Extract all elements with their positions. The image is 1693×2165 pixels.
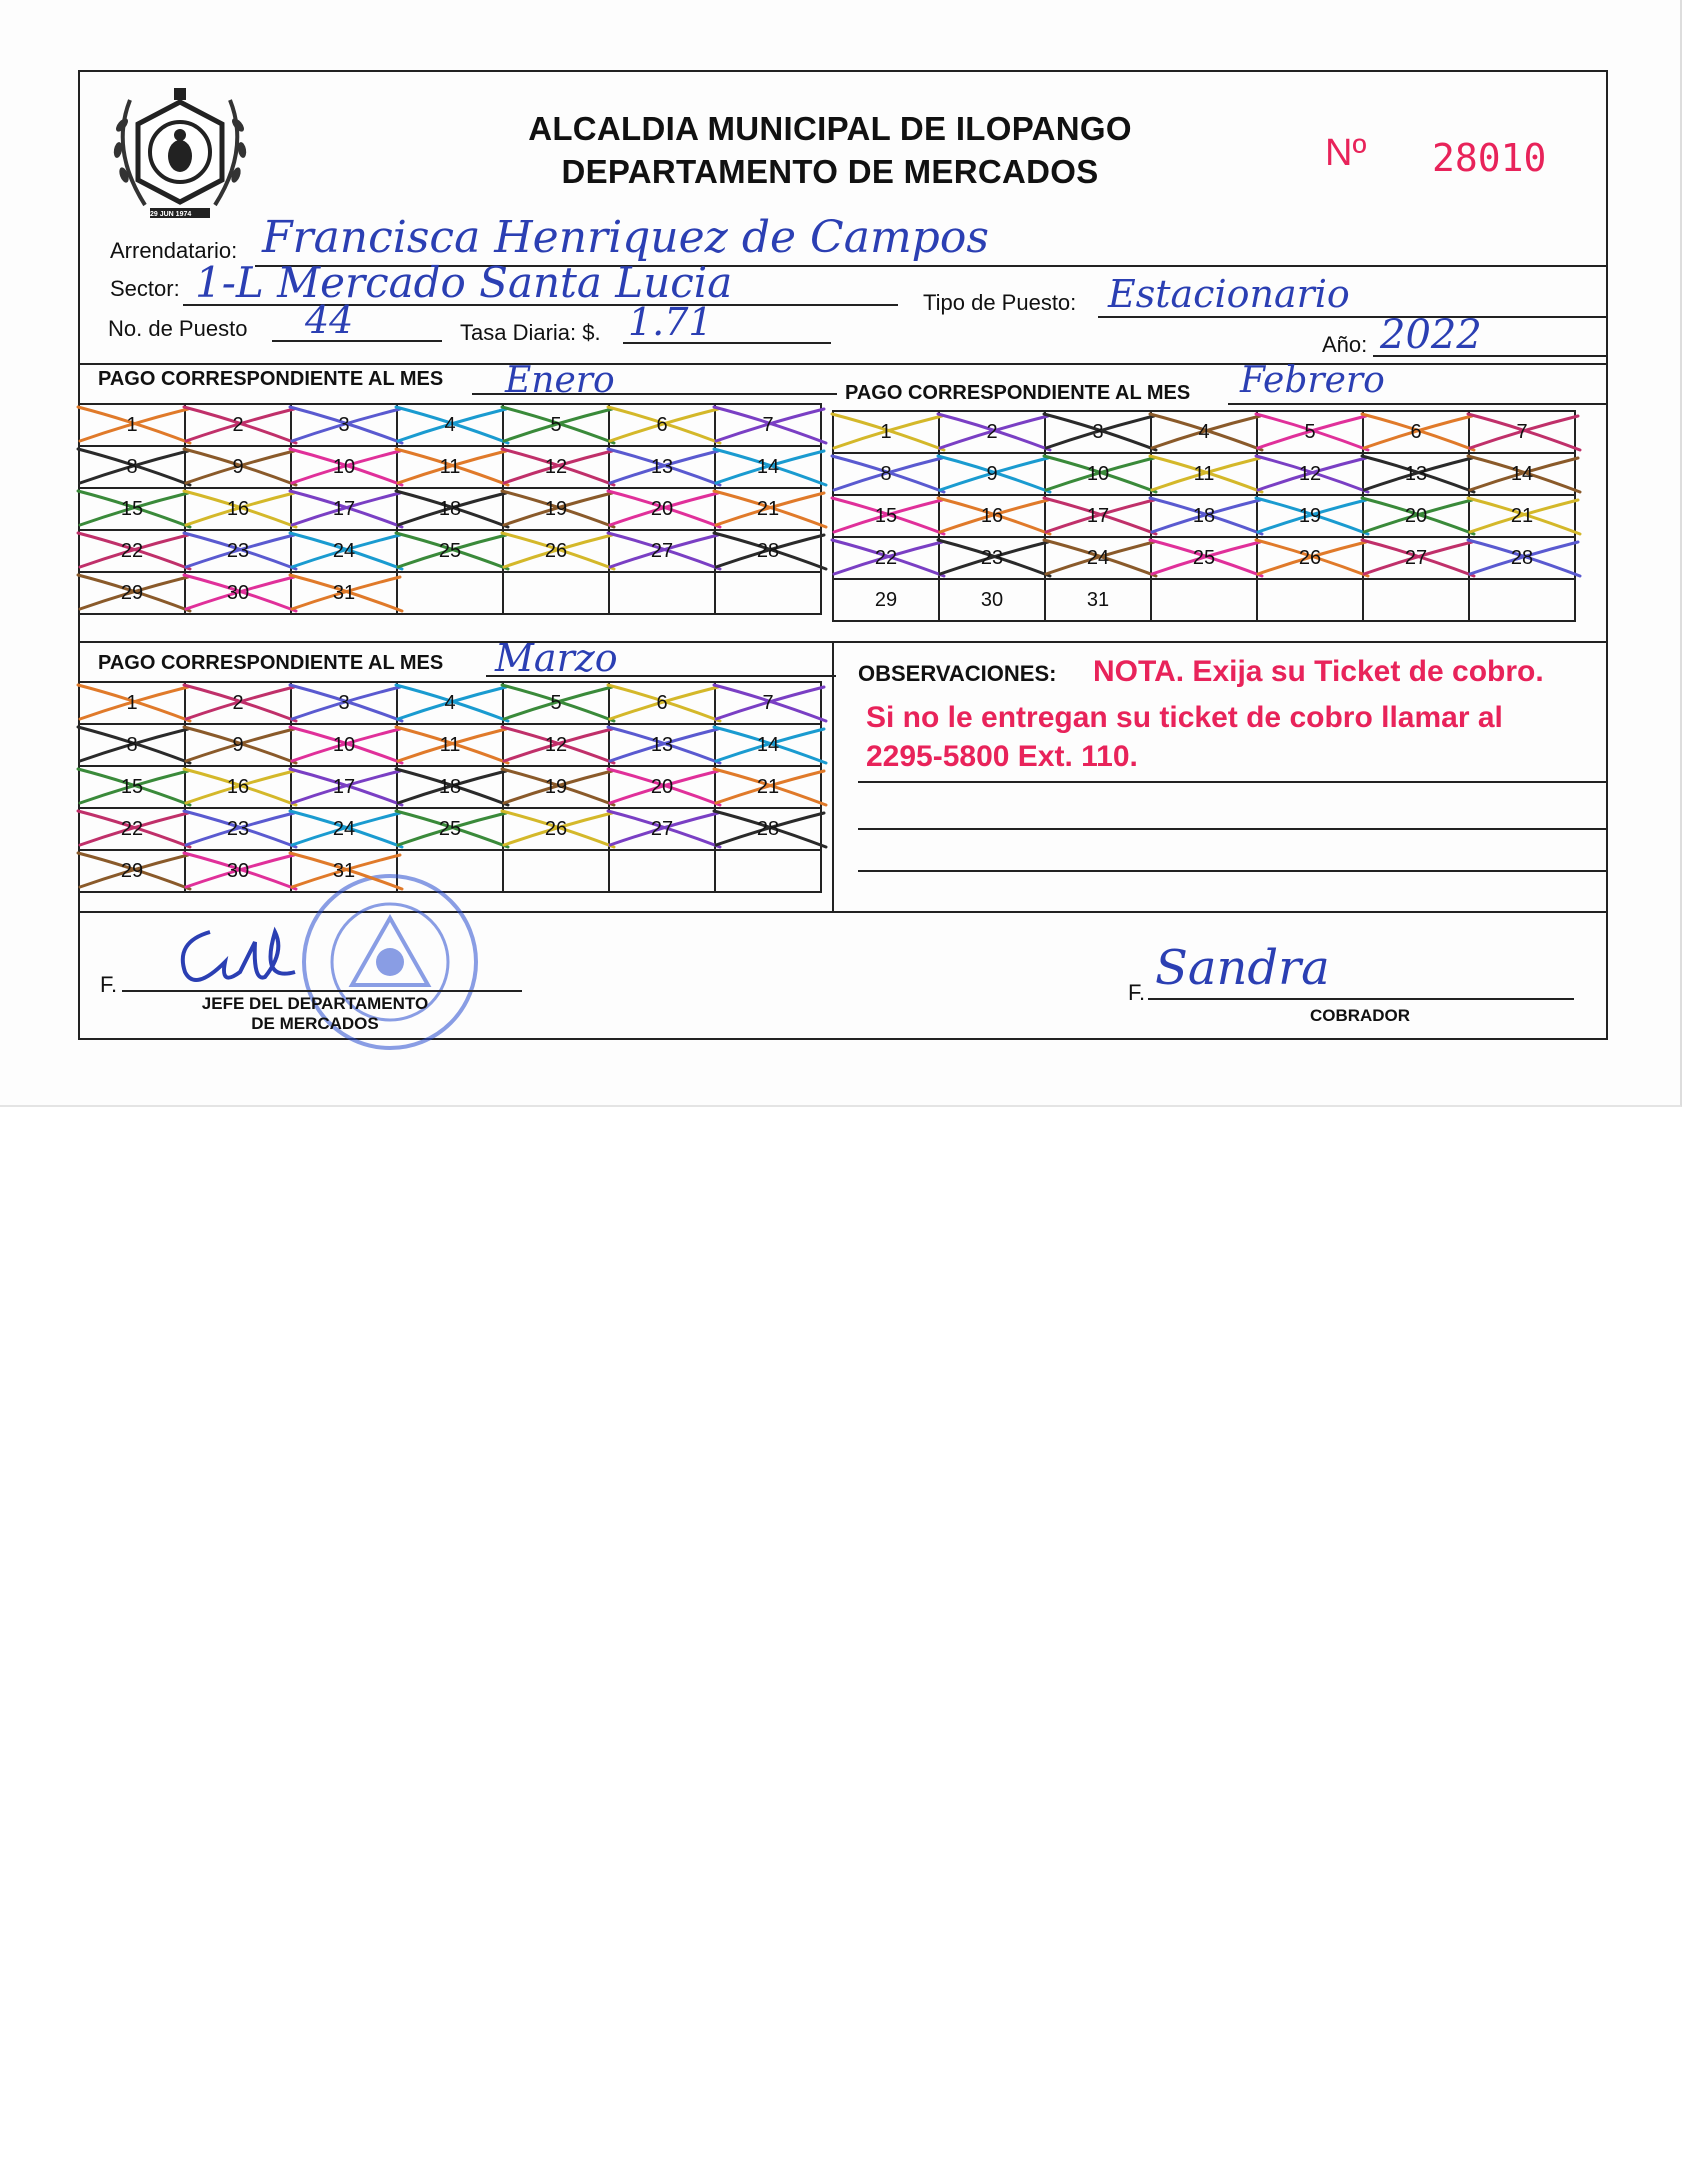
- day-cell-enero: [715, 446, 821, 488]
- day-number: 1: [126, 691, 138, 714]
- nota-line-3: 2295-5800 Ext. 110.: [866, 740, 1138, 773]
- day-number: 22: [120, 817, 144, 840]
- tipo-puesto-value: Estacionario: [1108, 272, 1350, 316]
- month-value-marzo: Marzo: [495, 636, 618, 680]
- day-number: 4: [444, 691, 456, 714]
- days-grid-enero: [78, 403, 822, 615]
- day-number: 6: [1410, 420, 1422, 443]
- day-number: 30: [980, 588, 1004, 611]
- day-cell-enero: [503, 404, 609, 446]
- day-cell-enero: [79, 572, 185, 614]
- day-cell-enero: [291, 488, 397, 530]
- day-cell-febrero: [1469, 579, 1575, 621]
- day-cell-febrero: [1363, 579, 1469, 621]
- day-cell-marzo: [185, 682, 291, 724]
- day-cell-febrero: [833, 453, 939, 495]
- day-cell-marzo: [609, 808, 715, 850]
- day-cell-enero: [79, 530, 185, 572]
- day-cell-febrero: [1257, 453, 1363, 495]
- day-cell-febrero: [1045, 495, 1151, 537]
- day-number: 21: [756, 775, 780, 798]
- day-cell-marzo: [79, 766, 185, 808]
- day-cell-febrero: [1151, 411, 1257, 453]
- day-number: 31: [1086, 588, 1110, 611]
- day-cell-enero: [397, 446, 503, 488]
- day-number: 11: [439, 733, 461, 756]
- day-cell-enero: [715, 404, 821, 446]
- day-cell-febrero: [1151, 579, 1257, 621]
- day-number: 20: [650, 497, 674, 520]
- day-number: 22: [120, 539, 144, 562]
- day-cell-marzo: [291, 682, 397, 724]
- receipt-number: 28010: [1432, 136, 1547, 180]
- day-cell-enero: [291, 530, 397, 572]
- day-cell-enero: [291, 446, 397, 488]
- day-number: 25: [438, 539, 462, 562]
- day-cell-marzo: [715, 766, 821, 808]
- day-number: 25: [438, 817, 462, 840]
- day-cell-marzo: [185, 808, 291, 850]
- header-title-1: ALCALDIA MUNICIPAL DE ILOPANGO: [528, 110, 1132, 147]
- day-cell-febrero: [1045, 411, 1151, 453]
- cobrador-signature: Sandra: [1155, 940, 1330, 996]
- day-cell-febrero: [1045, 537, 1151, 579]
- day-number: 24: [332, 539, 356, 562]
- tipo-puesto-label: Tipo de Puesto:: [923, 290, 1077, 315]
- day-cell-marzo: [609, 850, 715, 892]
- day-cell-enero: [291, 404, 397, 446]
- day-number: 6: [656, 413, 668, 436]
- day-cell-marzo: [609, 766, 715, 808]
- day-number: 8: [126, 733, 138, 756]
- day-number: 16: [980, 504, 1004, 527]
- day-cell-enero: [503, 446, 609, 488]
- day-cell-marzo: [397, 682, 503, 724]
- jefe-signature-icon: [165, 912, 315, 1002]
- municipal-seal-icon: [100, 80, 260, 230]
- day-cell-marzo: [397, 724, 503, 766]
- day-number: 25: [1192, 546, 1216, 569]
- day-number: 19: [544, 497, 568, 520]
- day-cell-enero: [609, 530, 715, 572]
- day-cell-enero: [185, 488, 291, 530]
- day-number: 12: [544, 733, 568, 756]
- day-number: 16: [226, 497, 250, 520]
- day-cell-marzo: [503, 766, 609, 808]
- day-cell-febrero: [1469, 453, 1575, 495]
- day-cell-febrero: [1151, 495, 1257, 537]
- day-number: 23: [980, 546, 1004, 569]
- day-cell-enero: [609, 404, 715, 446]
- month-title-enero: PAGO CORRESPONDIENTE AL MES: [98, 368, 444, 390]
- day-number: 30: [226, 859, 250, 882]
- day-number: 18: [438, 775, 462, 798]
- day-cell-marzo: [715, 850, 821, 892]
- day-number: 15: [120, 775, 144, 798]
- day-number: 7: [1516, 420, 1528, 443]
- day-number: 18: [438, 497, 462, 520]
- day-cell-febrero: [1363, 537, 1469, 579]
- day-cell-febrero: [1045, 453, 1151, 495]
- day-cell-febrero: [1257, 495, 1363, 537]
- observaciones-label: OBSERVACIONES:: [858, 661, 1057, 686]
- number-label: Nº: [1325, 132, 1367, 174]
- tasa-label: Tasa Diaria: $.: [460, 320, 601, 345]
- day-number: 9: [232, 455, 244, 478]
- sector-value: 1-L Mercado Santa Lucia: [195, 258, 733, 307]
- day-number: 31: [332, 581, 356, 604]
- month-value-febrero: Febrero: [1240, 360, 1385, 401]
- day-cell-marzo: [79, 682, 185, 724]
- day-cell-febrero: [939, 453, 1045, 495]
- day-cell-enero: [79, 404, 185, 446]
- day-number: 7: [762, 691, 774, 714]
- day-number: 2: [232, 691, 244, 714]
- days-grid-febrero: [832, 410, 1576, 622]
- day-cell-enero: [79, 446, 185, 488]
- day-number: 14: [756, 455, 780, 478]
- day-number: 6: [656, 691, 668, 714]
- day-number: 17: [332, 775, 356, 798]
- day-number: 31: [332, 859, 356, 882]
- day-cell-marzo: [291, 724, 397, 766]
- day-cell-enero: [185, 572, 291, 614]
- day-number: 3: [1092, 420, 1104, 443]
- day-cell-marzo: [397, 808, 503, 850]
- day-cell-febrero: [833, 411, 939, 453]
- day-cell-febrero: [939, 495, 1045, 537]
- day-number: 4: [444, 413, 456, 436]
- day-cell-marzo: [503, 724, 609, 766]
- day-cell-marzo: [715, 808, 821, 850]
- month-title-febrero: PAGO CORRESPONDIENTE AL MES: [845, 382, 1191, 404]
- day-number: 10: [332, 455, 356, 478]
- day-number: 24: [1086, 546, 1110, 569]
- cobrador-title: COBRADOR: [1309, 1006, 1411, 1025]
- day-number: 22: [874, 546, 898, 569]
- day-cell-enero: [609, 488, 715, 530]
- day-cell-enero: [185, 404, 291, 446]
- day-cell-marzo: [503, 682, 609, 724]
- day-number: 26: [544, 817, 568, 840]
- day-number: 29: [120, 859, 144, 882]
- day-cell-marzo: [715, 724, 821, 766]
- day-number: 26: [544, 539, 568, 562]
- puesto-value: 44: [305, 298, 354, 342]
- day-cell-enero: [715, 572, 821, 614]
- day-cell-marzo: [503, 808, 609, 850]
- month-value-enero: Enero: [505, 360, 615, 401]
- day-number: 1: [880, 420, 892, 443]
- day-cell-febrero: [1257, 579, 1363, 621]
- day-cell-febrero: [1151, 453, 1257, 495]
- day-cell-enero: [609, 446, 715, 488]
- day-cell-enero: [503, 572, 609, 614]
- day-number: 27: [650, 539, 674, 562]
- day-cell-marzo: [79, 808, 185, 850]
- firma-cobrador-prefix: F.: [1128, 980, 1146, 1005]
- day-cell-enero: [609, 572, 715, 614]
- nota-line-1: NOTA. Exija su Ticket de cobro.: [1093, 655, 1544, 688]
- day-cell-febrero: [833, 495, 939, 537]
- day-number: 19: [544, 775, 568, 798]
- day-number: 21: [1510, 504, 1534, 527]
- day-number: 12: [544, 455, 568, 478]
- day-cell-enero: [397, 572, 503, 614]
- jefe-title-1: JEFE DEL DEPARTAMENTO: [201, 994, 429, 1013]
- day-cell-marzo: [291, 850, 397, 892]
- day-number: 27: [1404, 546, 1428, 569]
- anio-value: 2022: [1380, 312, 1482, 358]
- day-number: 11: [439, 455, 461, 478]
- day-number: 20: [1404, 504, 1428, 527]
- day-cell-marzo: [503, 850, 609, 892]
- day-cell-marzo: [609, 682, 715, 724]
- day-cell-febrero: [1469, 411, 1575, 453]
- day-number: 1: [126, 413, 138, 436]
- day-cell-febrero: [1257, 537, 1363, 579]
- day-number: 19: [1298, 504, 1322, 527]
- day-cell-febrero: [833, 537, 939, 579]
- puesto-label: No. de Puesto: [108, 316, 248, 341]
- nota-line-2: Si no le entregan su ticket de cobro llamar al: [866, 701, 1503, 734]
- anio-label: Año:: [1322, 332, 1368, 357]
- day-cell-enero: [503, 530, 609, 572]
- day-number: 28: [756, 817, 780, 840]
- sector-label: Sector:: [110, 276, 180, 301]
- day-number: 26: [1298, 546, 1322, 569]
- month-title-marzo: PAGO CORRESPONDIENTE AL MES: [98, 652, 444, 674]
- day-number: 30: [226, 581, 250, 604]
- day-cell-marzo: [79, 850, 185, 892]
- day-number: 5: [550, 691, 562, 714]
- day-number: 15: [874, 504, 898, 527]
- day-cell-marzo: [291, 808, 397, 850]
- day-number: 29: [120, 581, 144, 604]
- day-number: 14: [1510, 462, 1534, 485]
- day-number: 3: [338, 691, 350, 714]
- day-cell-enero: [397, 404, 503, 446]
- day-cell-marzo: [291, 766, 397, 808]
- day-cell-marzo: [397, 766, 503, 808]
- day-cell-enero: [185, 530, 291, 572]
- day-number: 14: [756, 733, 780, 756]
- day-number: 18: [1192, 504, 1216, 527]
- day-number: 9: [986, 462, 998, 485]
- day-number: 28: [756, 539, 780, 562]
- tasa-value: 1.71: [628, 300, 713, 344]
- day-cell-febrero: [1469, 537, 1575, 579]
- day-number: 27: [650, 817, 674, 840]
- day-number: 11: [1193, 462, 1215, 485]
- day-cell-febrero: [939, 411, 1045, 453]
- day-number: 9: [232, 733, 244, 756]
- day-cell-enero: [397, 530, 503, 572]
- day-number: 16: [226, 775, 250, 798]
- day-cell-enero: [397, 488, 503, 530]
- day-cell-enero: [503, 488, 609, 530]
- day-cell-marzo: [609, 724, 715, 766]
- day-number: 13: [1404, 462, 1428, 485]
- day-number: 13: [650, 455, 674, 478]
- day-cell-enero: [715, 488, 821, 530]
- day-cell-enero: [291, 572, 397, 614]
- day-number: 23: [226, 817, 250, 840]
- day-cell-marzo: [185, 850, 291, 892]
- day-number: 28: [1510, 546, 1534, 569]
- day-number: 5: [550, 413, 562, 436]
- day-number: 29: [874, 588, 898, 611]
- day-cell-marzo: [185, 766, 291, 808]
- day-number: 5: [1304, 420, 1316, 443]
- day-number: 8: [880, 462, 892, 485]
- day-number: 2: [986, 420, 998, 443]
- arrendatario-value: Francisca Henriquez de Campos: [262, 212, 989, 263]
- day-number: 10: [1086, 462, 1110, 485]
- day-number: 10: [332, 733, 356, 756]
- day-number: 20: [650, 775, 674, 798]
- day-number: 17: [332, 497, 356, 520]
- day-number: 4: [1198, 420, 1210, 443]
- day-cell-febrero: [1363, 411, 1469, 453]
- day-cell-enero: [185, 446, 291, 488]
- day-cell-febrero: [939, 579, 1045, 621]
- day-number: 3: [338, 413, 350, 436]
- day-number: 23: [226, 539, 250, 562]
- seal-date: 29 JUN 1974: [150, 211, 192, 218]
- day-cell-enero: [715, 530, 821, 572]
- day-cell-febrero: [833, 579, 939, 621]
- day-cell-marzo: [715, 682, 821, 724]
- day-number: 2: [232, 413, 244, 436]
- day-cell-marzo: [185, 724, 291, 766]
- days-grid-marzo: [78, 681, 822, 893]
- day-number: 21: [756, 497, 780, 520]
- day-cell-febrero: [1257, 411, 1363, 453]
- day-cell-febrero: [1363, 495, 1469, 537]
- day-cell-febrero: [1151, 537, 1257, 579]
- day-cell-febrero: [1363, 453, 1469, 495]
- day-cell-febrero: [1045, 579, 1151, 621]
- day-number: 12: [1298, 462, 1322, 485]
- jefe-title-2: DE MERCADOS: [251, 1014, 379, 1033]
- day-number: 7: [762, 413, 774, 436]
- header-title-2: DEPARTAMENTO DE MERCADOS: [561, 153, 1099, 190]
- day-cell-febrero: [1469, 495, 1575, 537]
- day-cell-enero: [79, 488, 185, 530]
- day-number: 24: [332, 817, 356, 840]
- day-cell-marzo: [79, 724, 185, 766]
- day-cell-febrero: [939, 537, 1045, 579]
- firma-jefe-prefix: F.: [100, 972, 118, 997]
- day-number: 8: [126, 455, 138, 478]
- day-number: 17: [1086, 504, 1110, 527]
- arrendatario-label: Arrendatario:: [110, 238, 238, 263]
- day-number: 13: [650, 733, 674, 756]
- day-number: 15: [120, 497, 144, 520]
